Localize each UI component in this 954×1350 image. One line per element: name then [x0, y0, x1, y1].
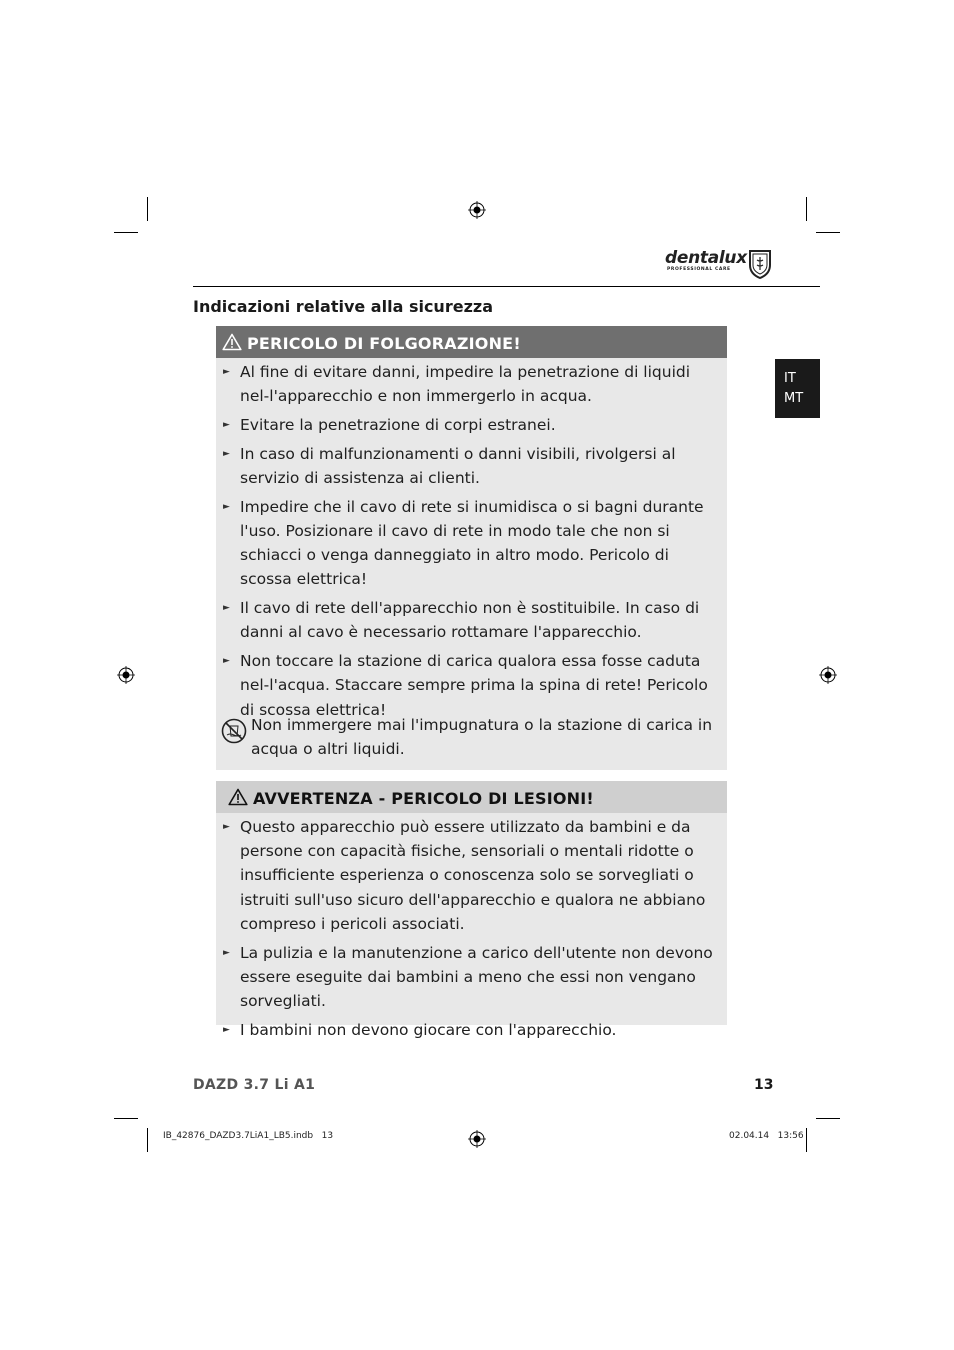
bullet-arrow-icon: ► — [223, 448, 230, 459]
list-item: ► La pulizia e la manutenzione a carico dell'utente non devono essere eseguite dai bambini a meno che essi non vengano sorvegliati. — [216, 941, 727, 1014]
no-immersion-icon — [221, 718, 247, 744]
shield-icon — [747, 248, 773, 280]
bullet-arrow-icon: ► — [223, 420, 230, 430]
bullet-arrow-icon: ► — [223, 367, 230, 377]
warning-triangle-icon — [222, 333, 242, 351]
language-tab — [775, 359, 820, 418]
list-item: ► Evitare la penetrazione di corpi estranei. — [216, 413, 727, 437]
brand-logo-text: dentalux — [665, 248, 747, 268]
language-tab-line1: IT — [784, 371, 796, 386]
no-immersion-note-text: Non immergere mai l'impugnatura o la stazione di carica in acqua o altri liquidi. — [251, 716, 713, 759]
registration-mark-icon — [819, 666, 837, 684]
list-item: ► Impedire che il cavo di rete si inumidisca o si bagni durante l'uso. Posizionare il cavo di rete in modo tale che non si schiacci o venga danneggiato in altro modo. Pericolo di scossa elettrica! — [216, 495, 727, 592]
brand-logo-subtext: PROFESSIONAL CARE — [667, 267, 731, 272]
danger-list — [216, 360, 727, 726]
crop-mark — [114, 232, 138, 233]
warning-box — [216, 781, 727, 1039]
page-number: 13 — [754, 1077, 774, 1093]
bullet-arrow-icon: ► — [223, 603, 230, 614]
crop-mark — [816, 232, 840, 233]
language-tab-line2: MT — [784, 391, 804, 406]
danger-box-header — [216, 326, 727, 358]
section-title: Indicazioni relative alla sicurezza — [193, 297, 493, 316]
bullet-arrow-icon: ► — [223, 822, 230, 832]
list-item: ► Al fine di evitare danni, impedire la penetrazione di liquidi nel-l'apparecchio e non immergerlo in acqua. — [216, 360, 727, 408]
bullet-arrow-icon: ► — [223, 501, 230, 512]
crop-mark — [806, 197, 807, 221]
list-item: ► In caso di malfunzionamenti o danni visibili, rivolgersi al servizio di assistenza ai clienti. — [216, 442, 727, 490]
bullet-arrow-icon: ► — [223, 947, 230, 958]
crop-mark — [147, 197, 148, 221]
crop-mark — [147, 1128, 148, 1152]
crop-mark — [806, 1128, 807, 1152]
list-item: ► I bambini non devono giocare con l'apparecchio. — [216, 1018, 727, 1042]
list-item: ► Il cavo di rete dell'apparecchio non è sostituibile. In caso di danni al cavo è necessario rottamare l'apparecchio. — [216, 596, 727, 644]
print-slug-file: IB_42876_DAZD3.7LiA1_LB5.indb 13 — [163, 1131, 334, 1141]
bullet-arrow-icon: ► — [223, 656, 230, 667]
crop-mark — [114, 1118, 138, 1119]
crop-mark — [816, 1118, 840, 1119]
warning-list — [216, 815, 727, 1047]
list-item: ► Questo apparecchio può essere utilizzato da bambini e da persone con capacità fisiche, sensoriali o mentali ridotte o insufficiente esperienza o conoscenza solo se sorvegliati o istruiti sull'uso sicuro dell'apparecchio e qualora ne abbiano compreso i pericoli associati. — [216, 815, 727, 936]
warning-triangle-icon — [228, 788, 248, 806]
danger-box-heading: PERICOLO DI FOLGORAZIONE! — [247, 334, 521, 353]
header-rule — [193, 286, 820, 287]
footer-model: DAZD 3.7 Li A1 — [193, 1077, 316, 1093]
warning-box-header — [216, 781, 727, 813]
list-item: ► Non toccare la stazione di carica qualora essa fosse caduta nel-l'acqua. Staccare sempre prima la spina di rete! Pericolo di scossa elettrica! — [216, 649, 727, 722]
print-slug-datetime: 02.04.14 13:56 — [729, 1131, 804, 1141]
registration-mark-icon — [468, 1130, 486, 1148]
brand-logo — [665, 248, 777, 280]
warning-box-heading: AVVERTENZA - PERICOLO DI LESIONI! — [253, 789, 594, 808]
bullet-arrow-icon: ► — [223, 1024, 230, 1035]
danger-box — [216, 326, 727, 770]
registration-mark-icon — [468, 201, 486, 219]
registration-mark-icon — [117, 666, 135, 684]
